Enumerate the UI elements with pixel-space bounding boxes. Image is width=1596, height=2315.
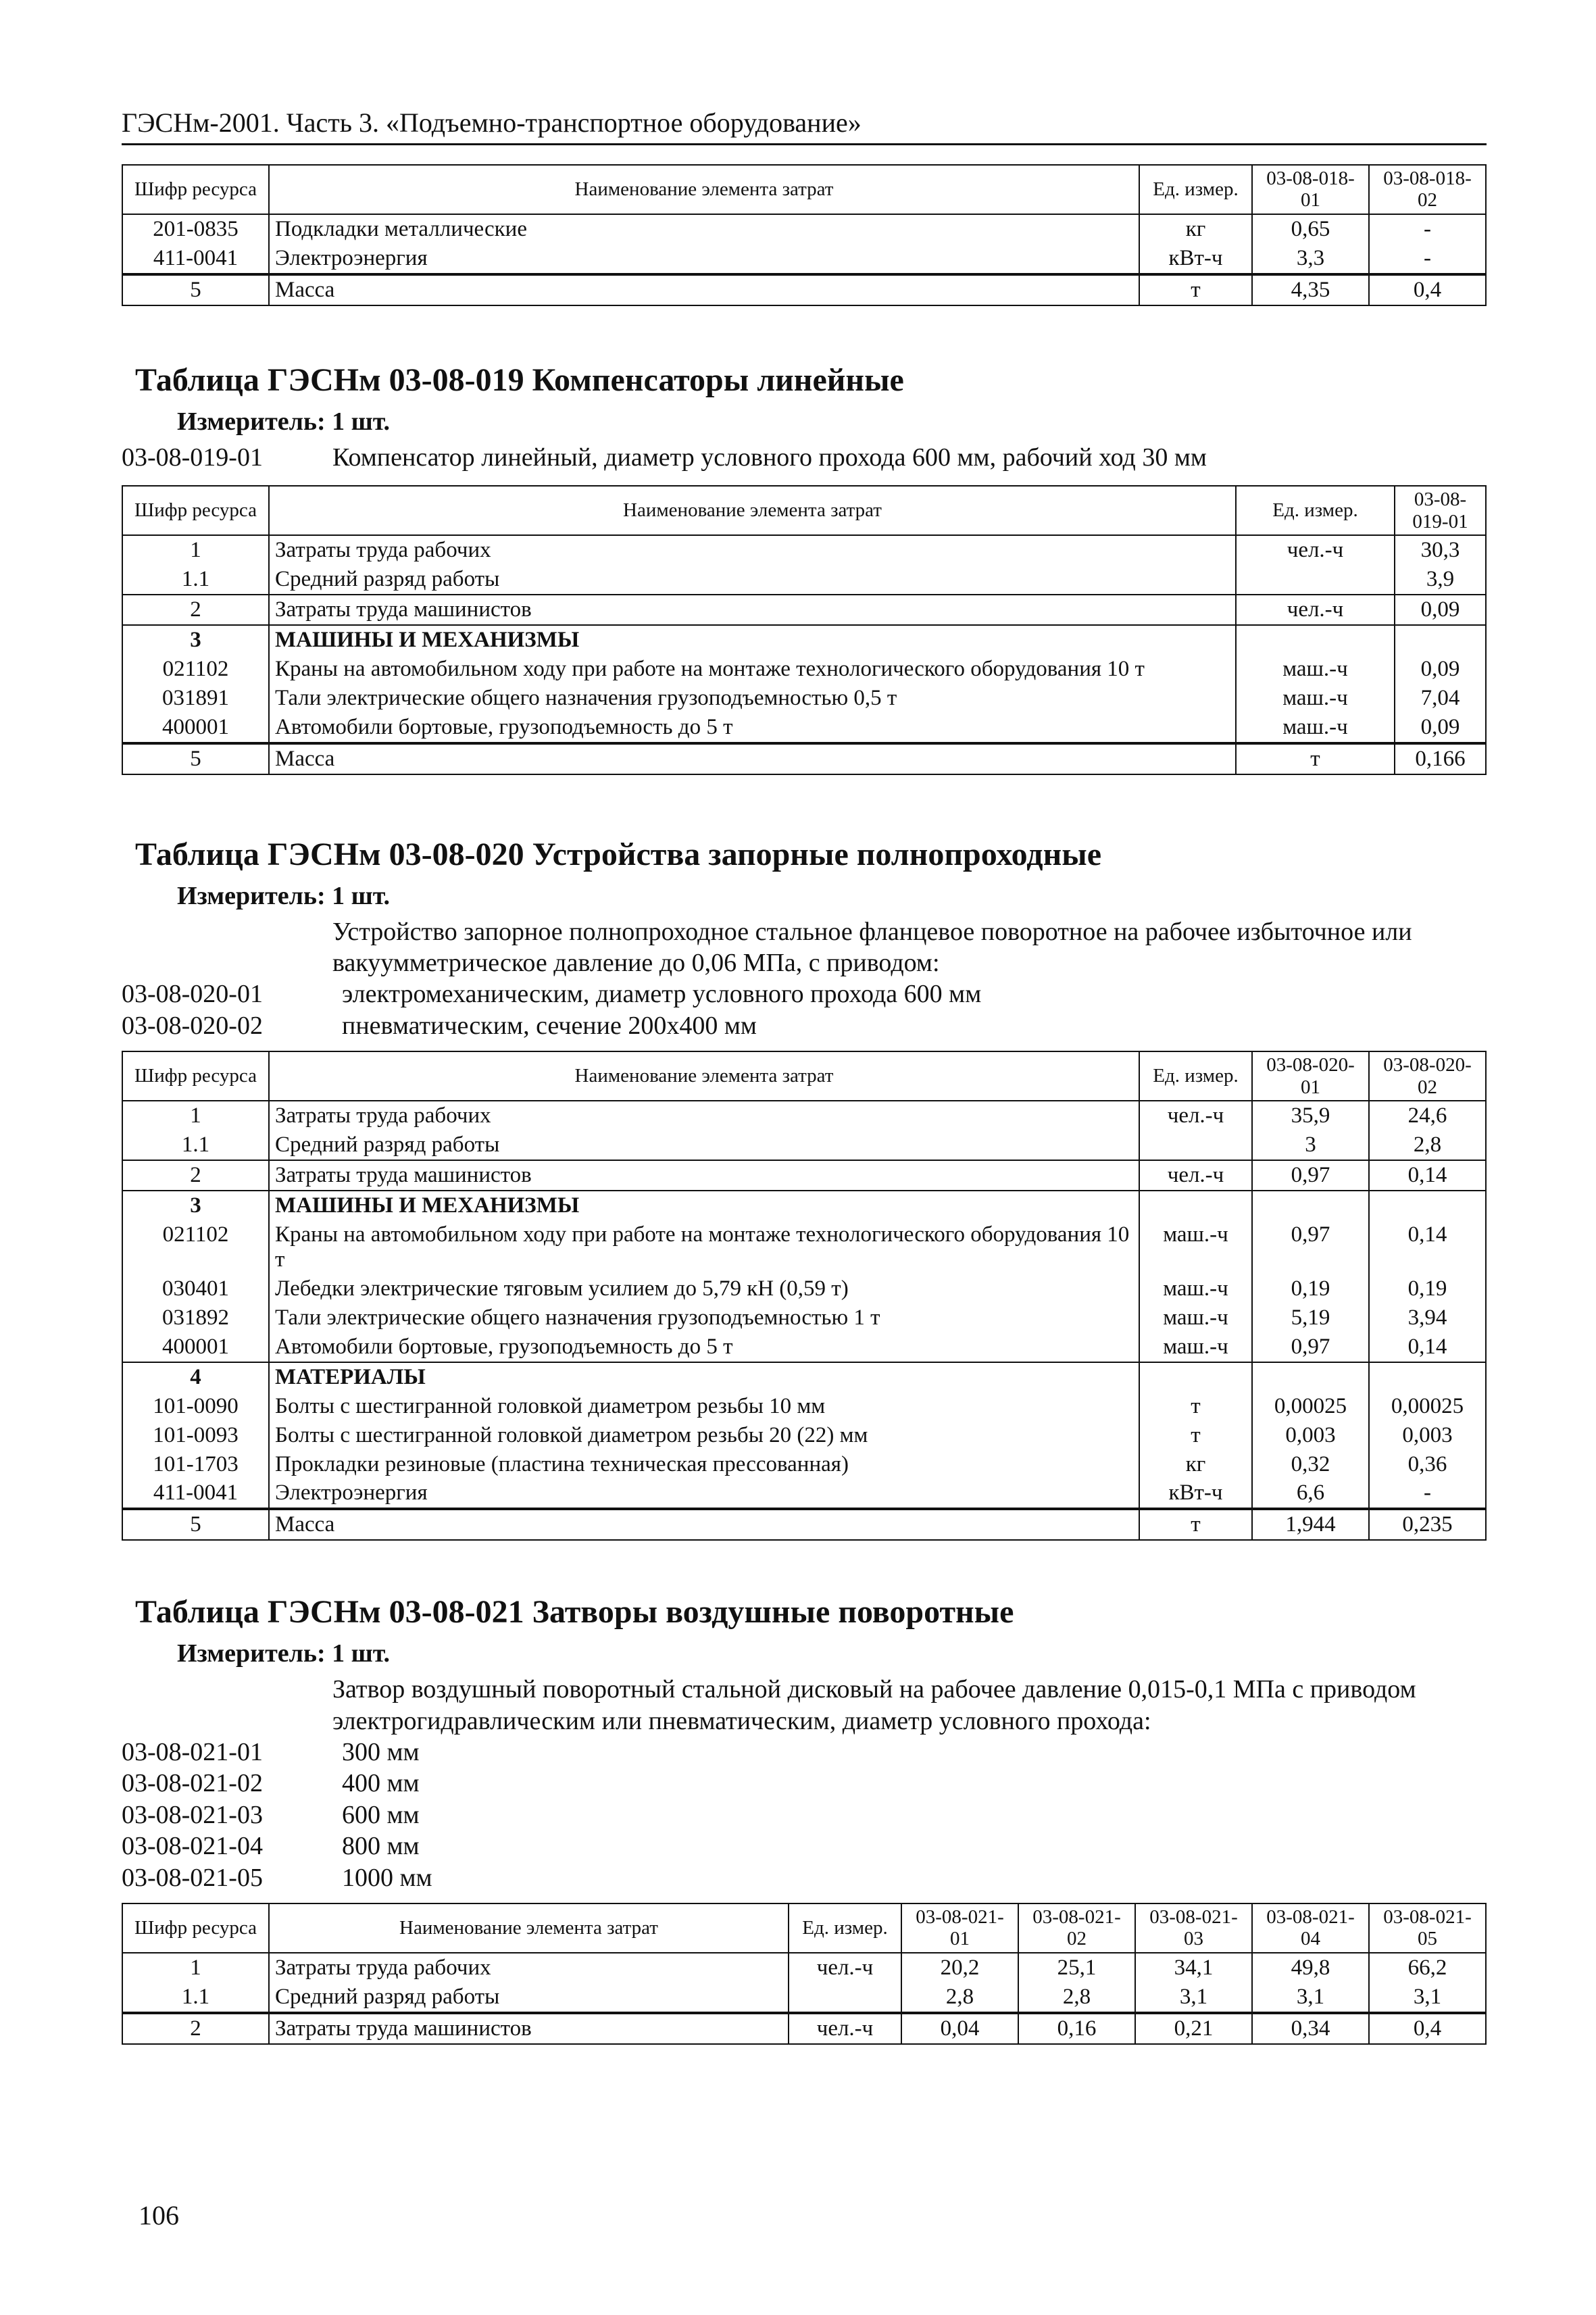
resource-code: 021102	[122, 1220, 269, 1274]
table-row	[122, 1509, 1486, 1540]
resource-name: Подкладки металлические	[269, 214, 1139, 244]
resource-name: Масса	[269, 1509, 1139, 1540]
variant-code: 03-08-021-01	[122, 1738, 263, 1767]
resource-unit: кВт-ч	[1139, 244, 1252, 274]
norm-value: 34,1	[1135, 1953, 1252, 1983]
norm-value: 0,21	[1135, 2013, 1252, 2044]
resource-code: 101-0090	[122, 1392, 269, 1421]
norm-value: 0,04	[901, 2013, 1018, 2044]
norm-value: 4,35	[1252, 274, 1369, 305]
norm-value: 66,2	[1369, 1953, 1486, 1983]
table-row	[122, 1220, 1486, 1274]
norm-value: 0,16	[1018, 2013, 1135, 2044]
norm-value: 3,3	[1252, 244, 1369, 274]
col-header-norm: 03-08-020-02	[1369, 1051, 1486, 1101]
norm-value: 3,1	[1135, 1983, 1252, 2013]
col-header-code: Шифр ресурса	[122, 486, 269, 535]
norm-value	[1369, 1362, 1486, 1392]
norm-value: 0,97	[1252, 1220, 1369, 1274]
table-row-section	[122, 1362, 1486, 1392]
resource-name: Затраты труда рабочих	[269, 1953, 789, 1983]
resource-name: Болты с шестигранной головкой диаметром резьбы 10 мм	[269, 1392, 1139, 1421]
table-row	[122, 535, 1486, 565]
norm-value: 0,003	[1369, 1421, 1486, 1450]
resource-code: 411-0041	[122, 1478, 269, 1509]
section-heading: МАТЕРИАЛЫ	[269, 1362, 1139, 1392]
norm-value: 3	[1252, 1130, 1369, 1160]
norm-value: 0,14	[1369, 1220, 1486, 1274]
col-header-unit: Ед. измер.	[789, 1903, 901, 1953]
resource-code: 1	[122, 1953, 269, 1983]
table-row	[122, 684, 1486, 713]
norm-value: 0,09	[1395, 713, 1486, 743]
variant-code: 03-08-021-04	[122, 1832, 263, 1861]
resource-name: Тали электрические общего назначения грузоподъемностью 1 т	[269, 1303, 1139, 1333]
col-header-norm: 03-08-018-01	[1252, 165, 1369, 214]
norm-value: 0,14	[1369, 1160, 1486, 1191]
col-header-norm: 03-08-021-01	[901, 1903, 1018, 1953]
variant-text: 1000 мм	[342, 1863, 432, 1892]
resource-name: Лебедки электрические тяговым усилием до 5,79 кН (0,59 т)	[269, 1274, 1139, 1303]
table-row	[122, 1160, 1486, 1191]
norm-value: 3,1	[1369, 1983, 1486, 2013]
norm-value: 0,65	[1252, 214, 1369, 244]
resource-unit: чел.-ч	[1236, 535, 1395, 565]
resource-name: Краны на автомобильном ходу при работе на монтаже технологического оборудования 10 т	[269, 655, 1236, 684]
resource-unit: чел.-ч	[789, 2013, 901, 2044]
resource-unit	[1139, 1362, 1252, 1392]
resource-unit: чел.-ч	[1139, 1160, 1252, 1191]
variant-line	[122, 1737, 1487, 1768]
resource-unit: чел.-ч	[1236, 595, 1395, 625]
resource-table-021	[122, 1903, 1487, 2045]
resource-name: Автомобили бортовые, грузоподъемность до 5 т	[269, 1333, 1139, 1362]
resource-unit: маш.-ч	[1236, 684, 1395, 713]
intro-line	[122, 916, 1487, 979]
resource-code: 1	[122, 535, 269, 565]
norm-value: 6,6	[1252, 1478, 1369, 1509]
resource-unit: маш.-ч	[1139, 1274, 1252, 1303]
resource-name: Краны на автомобильном ходу при работе на монтаже технологического оборудования 10 т	[269, 1220, 1139, 1274]
col-header-name: Наименование элемента затрат	[269, 1051, 1139, 1101]
col-header-norm: 03-08-021-04	[1252, 1903, 1369, 1953]
table-title: Таблица ГЭСНм 03-08-021 Затворы воздушные поворотные	[135, 1594, 1014, 1631]
table-row	[122, 743, 1486, 774]
norm-value: 0,09	[1395, 595, 1486, 625]
norm-value: 0,97	[1252, 1333, 1369, 1362]
running-header: ГЭСНм-2001. Часть 3. «Подъемно-транспортное оборудование»	[122, 108, 1487, 145]
table-row	[122, 655, 1486, 684]
resource-code: 1.1	[122, 1983, 269, 2013]
col-header-unit: Ед. измер.	[1139, 1051, 1252, 1101]
resource-unit: кВт-ч	[1139, 1478, 1252, 1509]
norm-value: 2,8	[1018, 1983, 1135, 2013]
table-row	[122, 1274, 1486, 1303]
resource-name: Затраты труда рабочих	[269, 535, 1236, 565]
variant-line	[122, 978, 1487, 1010]
col-header-norm: 03-08-021-05	[1369, 1903, 1486, 1953]
norm-value	[1252, 1191, 1369, 1220]
resource-unit: кг	[1139, 1450, 1252, 1479]
col-header-name: Наименование элемента затрат	[269, 165, 1139, 214]
resource-code: 030401	[122, 1274, 269, 1303]
resource-code: 5	[122, 274, 269, 305]
norm-value: 2,8	[901, 1983, 1018, 2013]
table-row	[122, 595, 1486, 625]
col-header-unit: Ед. измер.	[1236, 486, 1395, 535]
section-code: 4	[122, 1362, 269, 1392]
resource-code: 101-0093	[122, 1421, 269, 1450]
resource-name: Средний разряд работы	[269, 1983, 789, 2013]
resource-name: Средний разряд работы	[269, 565, 1236, 595]
table-row	[122, 1303, 1486, 1333]
resource-code: 1	[122, 1101, 269, 1130]
table-title: Таблица ГЭСНм 03-08-019 Компенсаторы линейные	[135, 362, 904, 398]
col-header-norm: 03-08-020-01	[1252, 1051, 1369, 1101]
table-row	[122, 1450, 1486, 1479]
norm-value: 30,3	[1395, 535, 1486, 565]
resource-code: 1.1	[122, 565, 269, 595]
norm-value	[1395, 625, 1486, 655]
resource-name: Масса	[269, 743, 1236, 774]
resource-unit	[1139, 1191, 1252, 1220]
norm-value: 0,19	[1252, 1274, 1369, 1303]
resource-unit: т	[1236, 743, 1395, 774]
norm-value: 49,8	[1252, 1953, 1369, 1983]
page-number: 106	[139, 2200, 179, 2231]
resource-name: Прокладки резиновые (пластина техническая прессованная)	[269, 1450, 1139, 1479]
table-row	[122, 713, 1486, 743]
variant-line	[122, 1831, 1487, 1862]
resource-unit	[1139, 1130, 1252, 1160]
norm-value: 0,4	[1369, 274, 1486, 305]
variant-code: 03-08-021-02	[122, 1769, 263, 1798]
resource-name: Затраты труда машинистов	[269, 595, 1236, 625]
resource-table-020	[122, 1051, 1487, 1541]
variant-line	[122, 1768, 1487, 1799]
resource-unit: маш.-ч	[1139, 1303, 1252, 1333]
norm-value: 24,6	[1369, 1101, 1486, 1130]
norm-value: -	[1369, 1478, 1486, 1509]
resource-unit	[1236, 565, 1395, 595]
intro-text: Затвор воздушный поворотный стальной дисковый на рабочее давление 0,015-0,1 МПа с приводом электрогидравлическим или пневматическим, диаметр условного прохода:	[332, 1675, 1416, 1735]
measure-unit: Измеритель: 1 шт.	[177, 881, 391, 910]
table-row	[122, 1101, 1486, 1130]
resource-unit: т	[1139, 274, 1252, 305]
norm-value: 0,36	[1369, 1450, 1486, 1479]
resource-unit: маш.-ч	[1139, 1220, 1252, 1274]
resource-code: 5	[122, 743, 269, 774]
resource-unit	[789, 1983, 901, 2013]
variant-text: 400 мм	[342, 1769, 420, 1798]
table-row	[122, 1478, 1486, 1509]
norm-value: 0,09	[1395, 655, 1486, 684]
col-header-code: Шифр ресурса	[122, 1051, 269, 1101]
resource-name: Автомобили бортовые, грузоподъемность до 5 т	[269, 713, 1236, 743]
col-header-norm: 03-08-018-02	[1369, 165, 1486, 214]
norm-value: 0,14	[1369, 1333, 1486, 1362]
norm-value: 3,94	[1369, 1303, 1486, 1333]
resource-name: Затраты труда машинистов	[269, 1160, 1139, 1191]
col-header-unit: Ед. измер.	[1139, 165, 1252, 214]
resource-unit: маш.-ч	[1139, 1333, 1252, 1362]
variant-text: 300 мм	[342, 1738, 420, 1767]
resource-table-018	[122, 164, 1487, 306]
table-title: Таблица ГЭСНм 03-08-020 Устройства запорные полнопроходные	[135, 836, 1102, 872]
norm-value: 5,19	[1252, 1303, 1369, 1333]
norm-value: 0,32	[1252, 1450, 1369, 1479]
section-heading: МАШИНЫ И МЕХАНИЗМЫ	[269, 1191, 1139, 1220]
norm-value	[1252, 1362, 1369, 1392]
variant-text: электромеханическим, диаметр условного прохода 600 мм	[342, 980, 982, 1009]
norm-value: 0,4	[1369, 2013, 1486, 2044]
variant-text: пневматическим, сечение 200х400 мм	[342, 1011, 757, 1040]
resource-name: Электроэнергия	[269, 244, 1139, 274]
resource-unit: т	[1139, 1392, 1252, 1421]
norm-value: 0,97	[1252, 1160, 1369, 1191]
resource-code: 031891	[122, 684, 269, 713]
col-header-norm: 03-08-021-03	[1135, 1903, 1252, 1953]
norm-value: 0,00025	[1369, 1392, 1486, 1421]
resource-name: Электроэнергия	[269, 1478, 1139, 1509]
resource-name: Затраты труда рабочих	[269, 1101, 1139, 1130]
table-row	[122, 244, 1486, 274]
norm-value	[1369, 1191, 1486, 1220]
section-code: 3	[122, 1191, 269, 1220]
resource-code: 411-0041	[122, 244, 269, 274]
resource-unit: маш.-ч	[1236, 655, 1395, 684]
variant-code: 03-08-020-02	[122, 1011, 263, 1040]
norm-value: -	[1369, 214, 1486, 244]
resource-code: 101-1703	[122, 1450, 269, 1479]
resource-table-019	[122, 485, 1487, 775]
intro-text: Устройство запорное полнопроходное стальное фланцевое поворотное на рабочее избыточное или вакуумметрическое давление до 0,06 МПа, с приводом:	[332, 917, 1412, 978]
measure-unit: Измеритель: 1 шт.	[177, 407, 391, 436]
variant-line	[122, 1862, 1487, 1893]
table-row	[122, 2013, 1486, 2044]
resource-code: 1.1	[122, 1130, 269, 1160]
resource-unit: т	[1139, 1509, 1252, 1540]
work-code: 03-08-019-01	[122, 443, 263, 472]
section-code: 3	[122, 625, 269, 655]
resource-code: 2	[122, 595, 269, 625]
norm-value: 0,166	[1395, 743, 1486, 774]
variant-text: 600 мм	[342, 1800, 420, 1829]
variant-code: 03-08-021-05	[122, 1863, 263, 1892]
norm-value: 0,003	[1252, 1421, 1369, 1450]
resource-name: Болты с шестигранной головкой диаметром резьбы 20 (22) мм	[269, 1421, 1139, 1450]
norm-value: 0,34	[1252, 2013, 1369, 2044]
norm-value: 1,944	[1252, 1509, 1369, 1540]
norm-value: 7,04	[1395, 684, 1486, 713]
norm-value: 3,9	[1395, 565, 1486, 595]
intro-line	[122, 1674, 1487, 1737]
resource-code: 021102	[122, 655, 269, 684]
table-row	[122, 274, 1486, 305]
variant-code: 03-08-020-01	[122, 980, 263, 1009]
col-header-code: Шифр ресурса	[122, 1903, 269, 1953]
resource-unit: т	[1139, 1421, 1252, 1450]
variant-text: 800 мм	[342, 1832, 420, 1861]
resource-name: Масса	[269, 274, 1139, 305]
resource-unit: чел.-ч	[789, 1953, 901, 1983]
work-description: Компенсатор линейный, диаметр условного прохода 600 мм, рабочий ход 30 мм	[332, 443, 1207, 472]
table-row-section	[122, 625, 1486, 655]
table-row	[122, 1421, 1486, 1450]
resource-code: 400001	[122, 713, 269, 743]
resource-unit: чел.-ч	[1139, 1101, 1252, 1130]
norm-value: 3,1	[1252, 1983, 1369, 2013]
section-heading: МАШИНЫ И МЕХАНИЗМЫ	[269, 625, 1236, 655]
table-row	[122, 1983, 1486, 2013]
resource-code: 5	[122, 1509, 269, 1540]
resource-unit	[1236, 625, 1395, 655]
norm-value: 20,2	[901, 1953, 1018, 1983]
resource-code: 2	[122, 2013, 269, 2044]
norm-value: 35,9	[1252, 1101, 1369, 1130]
table-row	[122, 214, 1486, 244]
variant-line	[122, 1010, 1487, 1041]
resource-code: 201-0835	[122, 214, 269, 244]
resource-name: Тали электрические общего назначения грузоподъемностью 0,5 т	[269, 684, 1236, 713]
norm-value: 0,235	[1369, 1509, 1486, 1540]
resource-code: 400001	[122, 1333, 269, 1362]
resource-code: 031892	[122, 1303, 269, 1333]
col-header-name: Наименование элемента затрат	[269, 486, 1236, 535]
table-row	[122, 1392, 1486, 1421]
document-page	[122, 108, 1487, 2045]
table-row	[122, 565, 1486, 595]
work-line	[122, 442, 1487, 473]
variant-code: 03-08-021-03	[122, 1800, 263, 1829]
resource-name: Средний разряд работы	[269, 1130, 1139, 1160]
table-row-section	[122, 1191, 1486, 1220]
norm-value: -	[1369, 244, 1486, 274]
measure-unit: Измеритель: 1 шт.	[177, 1639, 391, 1668]
table-row	[122, 1333, 1486, 1362]
norm-value: 2,8	[1369, 1130, 1486, 1160]
norm-value: 0,19	[1369, 1274, 1486, 1303]
resource-code: 2	[122, 1160, 269, 1191]
resource-unit: маш.-ч	[1236, 713, 1395, 743]
norm-value: 25,1	[1018, 1953, 1135, 1983]
table-row	[122, 1130, 1486, 1160]
resource-name: Затраты труда машинистов	[269, 2013, 789, 2044]
variant-line	[122, 1799, 1487, 1831]
col-header-norm: 03-08-019-01	[1395, 486, 1486, 535]
table-row	[122, 1953, 1486, 1983]
resource-unit: кг	[1139, 214, 1252, 244]
col-header-name: Наименование элемента затрат	[269, 1903, 789, 1953]
norm-value: 0,00025	[1252, 1392, 1369, 1421]
col-header-code: Шифр ресурса	[122, 165, 269, 214]
col-header-norm: 03-08-021-02	[1018, 1903, 1135, 1953]
